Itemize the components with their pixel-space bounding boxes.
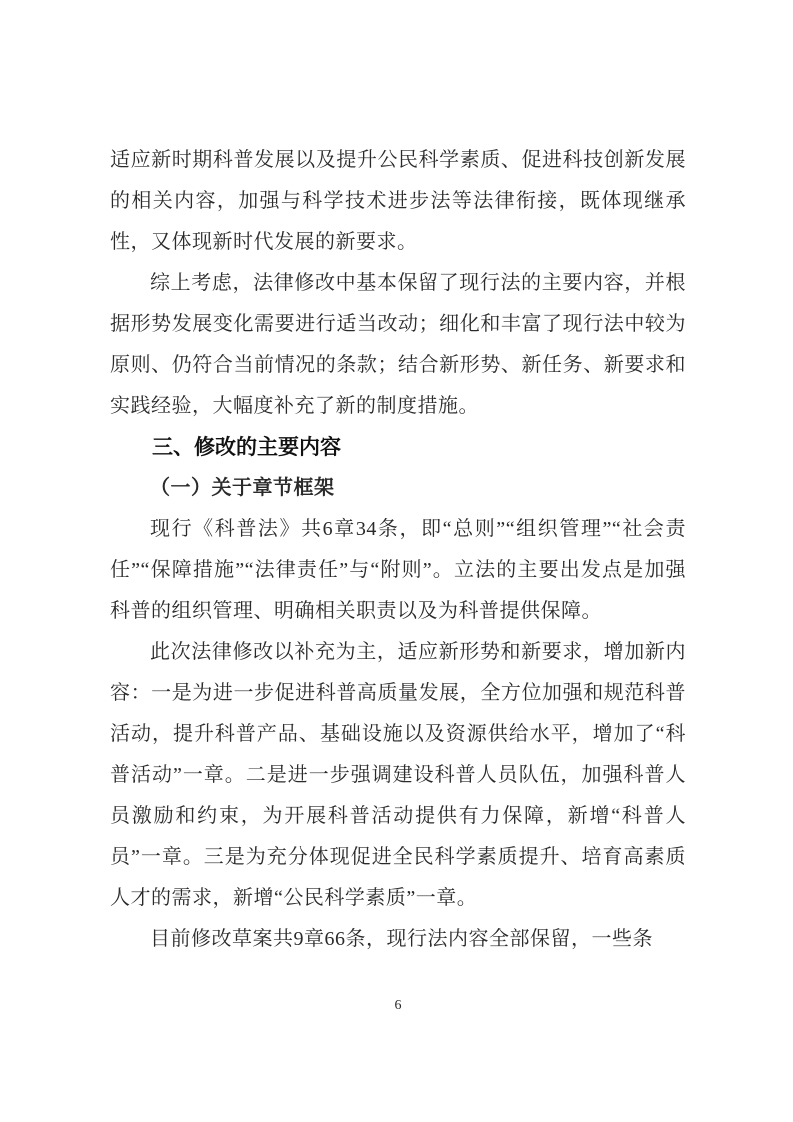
paragraph-revision-details: 此次法律修改以补充为主，适应新形势和新要求，增加新内容：一是为进一步促进科普高质量发展，全方位加强和规范科普活动，提升科普产品、基础设施以及资源供给水平，增加了“科普活动”一章。二是进一步强调建设科普人员队伍，加强科普人员激励和约束，为开展科普活动提供有力保障，新增“科普人员”一章。三是为充分体现促进全民科学素质提升、培育高素质人才的需求，新增“公民科学素质”一章。 [110,641,686,909]
paragraph-current-law: 现行《科普法》共6章34条，即“总则”“组织管理”“社会责任”“保障措施”“法律责任”与“附则”。立法的主要出发点是加强科普的组织管理、明确相关职责以及为科普提供保障。 [110,518,686,622]
subsection-heading: （一）关于章节框架 [150,477,335,499]
section-heading: 三、修改的主要内容 [152,436,341,459]
paragraph-summary: 综上考虑，法律修改中基本保留了现行法的主要内容，并根据形势发展变化需要进行适当改动；细化和丰富了现行法中较为原则、仍符合当前情况的条款；结合新形势、新任务、新要求和实践经验，大幅度补充了新的制度措施。 [110,272,686,417]
document-body [110,140,686,960]
paragraph-continuation: 适应新时期科普发展以及提升公民科学素质、促进科技创新发展的相关内容，加强与科学技术进步法等法律衔接，既体现继承性，又体现新时代发展的新要求。 [110,149,686,253]
page-number: 6 [394,998,402,1013]
paragraph-draft-summary: 目前修改草案共9章66条，现行法内容全部保留，一些条 [150,928,653,950]
